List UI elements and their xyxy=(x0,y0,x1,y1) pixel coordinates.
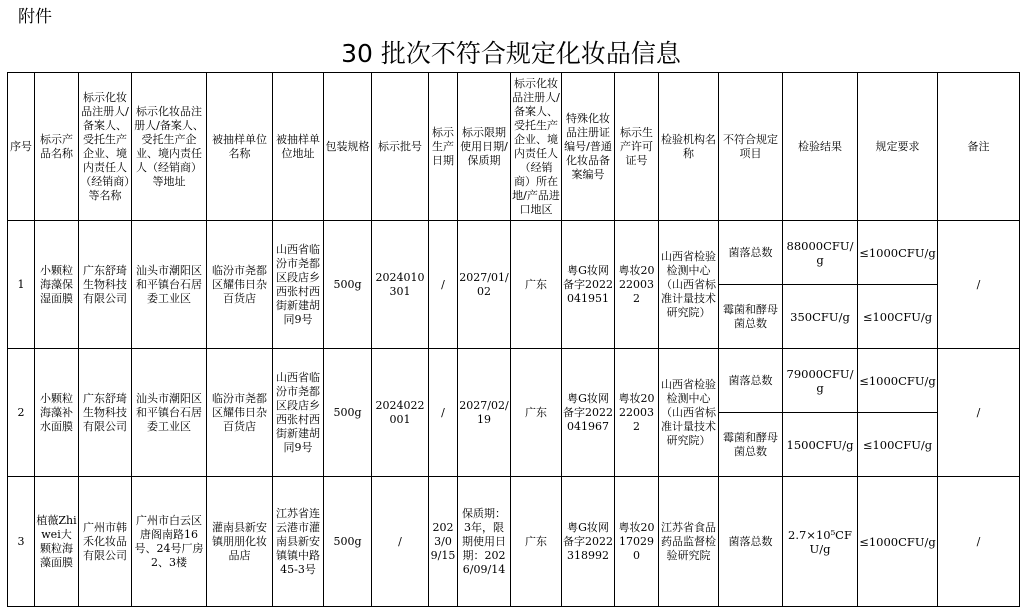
attachment-label: 附件 xyxy=(18,7,52,27)
cell-region: 广东 xyxy=(511,349,562,477)
col-header-note: 备注 xyxy=(938,73,1020,221)
cell-no: 2 xyxy=(8,349,35,477)
cell-item: 菌落总数 xyxy=(719,221,783,285)
cell-region: 广东 xyxy=(511,221,562,349)
cell-license: 粤妆20170290 xyxy=(615,477,659,607)
col-header-prod-date: 标示生产日期 xyxy=(429,73,458,221)
cell-requirement: ≤1000CFU/g xyxy=(858,349,938,413)
cell-item: 菌落总数 xyxy=(719,477,783,607)
col-header-product: 标示产品名称 xyxy=(35,73,79,221)
col-header-company-address: 标示化妆品注册人/备案人、受托生产企业、境内责任人（经销商）等地址 xyxy=(132,73,207,221)
cell-prod-date: / xyxy=(429,221,458,349)
col-header-result: 检验结果 xyxy=(783,73,858,221)
cell-sampled-unit: 临汾市尧都区耀伟日杂百货店 xyxy=(207,349,273,477)
cell-result: 88000CFU/g xyxy=(783,221,858,285)
cell-lab: 山西省检验检测中心（山西省标准计量技术研究院） xyxy=(659,349,719,477)
col-header-no: 序号 xyxy=(8,73,35,221)
col-header-requirement: 规定要求 xyxy=(858,73,938,221)
cell-note: / xyxy=(938,349,1020,477)
cell-company: 广州市韩禾化妆品有限公司 xyxy=(79,477,132,607)
cell-company-address: 汕头市潮阳区和平镇台石居委工业区 xyxy=(132,221,207,349)
col-header-company: 标示化妆品注册人/备案人、受托生产企业、境内责任人（经销商）等名称 xyxy=(79,73,132,221)
col-header-lab: 检验机构名称 xyxy=(659,73,719,221)
cell-company-address: 汕头市潮阳区和平镇台石居委工业区 xyxy=(132,349,207,477)
table-row xyxy=(8,221,1020,285)
cell-product: 植薇Zhiwei大颗粒海藻面膜 xyxy=(35,477,79,607)
cell-requirement: ≤100CFU/g xyxy=(858,285,938,349)
cell-reg-no: 粤G妆网备字2022041967 xyxy=(562,349,615,477)
cell-sampled-unit: 灌南县新安镇朋朋化妆品店 xyxy=(207,477,273,607)
cell-requirement: ≤1000CFU/g xyxy=(858,477,938,607)
cell-batch: 2024022001 xyxy=(372,349,429,477)
cell-reg-no: 粤G妆网备字2022041951 xyxy=(562,221,615,349)
cell-license: 粤妆20220032 xyxy=(615,349,659,477)
cell-item: 菌落总数 xyxy=(719,349,783,413)
cell-spec: 500g xyxy=(324,221,372,349)
cell-sampled-address: 江苏省连云港市灌南县新安镇镇中路45-3号 xyxy=(273,477,324,607)
cell-sampled-address: 山西省临汾市尧都区段店乡西张村西街新建胡同9号 xyxy=(273,349,324,477)
col-header-sampled-unit: 被抽样单位名称 xyxy=(207,73,273,221)
cell-item: 霉菌和酵母菌总数 xyxy=(719,413,783,477)
cell-company: 广东舒琦生物科技有限公司 xyxy=(79,221,132,349)
cell-reg-no: 粤G妆网备字2022318992 xyxy=(562,477,615,607)
col-header-license: 标示生产许可证号 xyxy=(615,73,659,221)
page-title: 30 批次不符合规定化妆品信息 xyxy=(341,39,681,68)
cell-result: 1500CFU/g xyxy=(783,413,858,477)
cell-expiry: 保质期：3年，限期使用日期：2026/09/14 xyxy=(458,477,511,607)
cell-prod-date: / xyxy=(429,349,458,477)
col-header-sampled-address: 被抽样单位地址 xyxy=(273,73,324,221)
cell-company: 广东舒琦生物科技有限公司 xyxy=(79,349,132,477)
cell-lab: 江苏省食品药品监督检验研究院 xyxy=(659,477,719,607)
col-header-spec: 包装规格 xyxy=(324,73,372,221)
col-header-batch: 标示批号 xyxy=(372,73,429,221)
cell-product: 小颗粒海藻保湿面膜 xyxy=(35,221,79,349)
cell-expiry: 2027/02/19 xyxy=(458,349,511,477)
noncompliant-cosmetics-table xyxy=(7,72,1020,607)
col-header-item: 不符合规定项目 xyxy=(719,73,783,221)
cell-no: 1 xyxy=(8,221,35,349)
cell-batch: / xyxy=(372,477,429,607)
cell-product: 小颗粒海藻补水面膜 xyxy=(35,349,79,477)
cell-result: 79000CFU/g xyxy=(783,349,858,413)
cell-license: 粤妆20220032 xyxy=(615,221,659,349)
cell-note: / xyxy=(938,221,1020,349)
table-row xyxy=(8,477,1020,607)
cell-sampled-unit: 临汾市尧都区耀伟日杂百货店 xyxy=(207,221,273,349)
cell-sampled-address: 山西省临汾市尧都区段店乡西张村西街新建胡同9号 xyxy=(273,221,324,349)
cell-result: 2.7×10⁵CFU/g xyxy=(783,477,858,607)
cell-batch: 2024010301 xyxy=(372,221,429,349)
cell-prod-date: 2023/09/15 xyxy=(429,477,458,607)
cell-requirement: ≤1000CFU/g xyxy=(858,221,938,285)
cell-result: 350CFU/g xyxy=(783,285,858,349)
cell-lab: 山西省检验检测中心（山西省标准计量技术研究院） xyxy=(659,221,719,349)
cell-expiry: 2027/01/02 xyxy=(458,221,511,349)
cell-spec: 500g xyxy=(324,477,372,607)
cell-region: 广东 xyxy=(511,477,562,607)
cell-spec: 500g xyxy=(324,349,372,477)
col-header-reg-no: 特殊化妆品注册证编号/普通化妆品备案编号 xyxy=(562,73,615,221)
cell-no: 3 xyxy=(8,477,35,607)
cell-item: 霉菌和酵母菌总数 xyxy=(719,285,783,349)
col-header-expiry: 标示限期使用日期/保质期 xyxy=(458,73,511,221)
cell-company-address: 广州市白云区唐阁南路16号、24号厂房2、3楼 xyxy=(132,477,207,607)
cell-requirement: ≤100CFU/g xyxy=(858,413,938,477)
table-row xyxy=(8,349,1020,413)
cell-note: / xyxy=(938,477,1020,607)
col-header-region: 标示化妆品注册人/备案人、受托生产企业、境内责任人（经销商）所在地/产品进口地区 xyxy=(511,73,562,221)
